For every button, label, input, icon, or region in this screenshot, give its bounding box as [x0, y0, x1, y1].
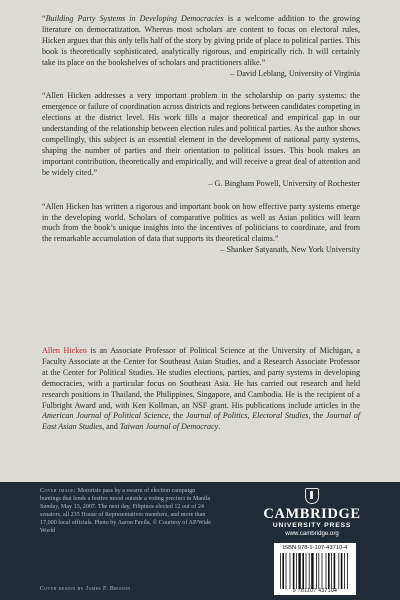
quote-text — [42, 14, 360, 69]
journal-name: Taiwan Journal of Democracy — [119, 422, 219, 432]
publisher-name: CAMBRIDGE — [263, 506, 361, 522]
quote-text-segment: “ — [42, 14, 46, 23]
cover-design-label: Cover design by — [40, 586, 84, 592]
bio-text: , — [247, 411, 253, 421]
endorsement-quote — [42, 91, 360, 189]
quote-attribution: – Shanker Satyanath, New York University — [220, 245, 360, 255]
author-name: Allen Hicken — [42, 346, 87, 355]
journal-name: American Journal of Political Science — [42, 411, 169, 421]
bio-text: , the — [168, 411, 186, 421]
publisher-logo — [262, 488, 362, 538]
bio-text: , and — [102, 422, 120, 432]
bottom-band — [0, 482, 400, 600]
publisher-url: www.cambridge.org — [285, 530, 339, 537]
endorsement-quote — [42, 202, 360, 257]
cover-design-credit — [40, 586, 131, 592]
bio-text: . — [218, 422, 221, 432]
book-title-italic: Building Party Systems in Developing Democracies — [45, 14, 224, 23]
cambridge-shield-icon — [305, 488, 319, 504]
quote-attribution: – G. Bingham Powell, University of Rochester — [208, 178, 360, 188]
cover-image-label: Cover image: — [40, 488, 77, 494]
isbn-barcode-panel — [274, 543, 356, 595]
endorsement-quote — [42, 14, 360, 79]
bio-text: , the — [308, 411, 326, 421]
publisher-press: UNIVERSITY PRESS — [272, 522, 352, 529]
quote-text: “Allen Hicken addresses a very important problem in the scholarship on party systems: the emergence or failure of coordination across districts and regions between candidates competing in elections at the district level. His work fills a major theoretical and empirical gap in our understanding of the relationship between election rules and political parties. As the author shows compellingly, this subject is an essential element in the development of national party systems, shaping the number of parties and their orientation to political issues. This book makes an important contribution, theoretically and empirically, and will receive a great deal of attention and be widely cited.” — [42, 91, 360, 177]
cover-image-caption: Motorists pass by a swarm of election campaign buntings that lends a festive mood outside a voting precinct in Manila Sunday, May 13, 2007. The next day, Filipinos elected 12 out of 24 senators, all 235 House of Representatives members, and more than 17,000 local officials. Photo by Aaron Favila, © Courtesy of AP/Wide World — [40, 488, 211, 534]
quote-attribution: – David Leblang, University of Virginia — [230, 68, 360, 78]
isbn-label: ISBN 978-1-107-43710-4 — [282, 545, 348, 551]
bio-text: is an Associate Professor of Political Science at the University of Michigan, a Faculty Associate at the Center for Southeast Asian Studies, and a Research Associate Professor at the Center for Political Studies. He studies elections, parties, and party systems in developing democracies, with a particular focus on Southeast Asia. He has carried out research and held research positions in Thailand, the Philippines, Singapore, and Cambodia. He is the recipient of a Fulbright Award and, with Ken Kollman, an NSF grant. His publications include articles in the — [42, 346, 360, 410]
barcode-icon — [278, 553, 352, 589]
cover-designer-name: James F. Brisson — [83, 586, 131, 592]
journal-name: Electoral Studies — [252, 411, 309, 421]
author-bio — [42, 346, 360, 433]
quote-text: “Allen Hicken has written a rigorous and important book on how effective party systems emerge in the developing world. Scholars of comparative politics as well as Asian politics will learn much from the book’s unique insights into the incentives of politicians to coordinate, and from the remarkable accumulation of data that supports its theoretical claims.” — [42, 201, 360, 244]
journal-name: Journal of Politics — [185, 411, 248, 421]
quote-text-segment: is a welcome addition to the growing literature on democratization. Whereas most scholars are content to focus on electoral rules, Hicken argues that this only tells half of the story by giving pride of place to political parties. This book is theoretically sophisticated, analytically rigorous, and empirically rich. It will certainly take its place on the bookshelves of scholars and practitioners alike.” — [42, 14, 360, 67]
cover-image-credit — [40, 488, 212, 535]
barcode-digits: 9 781107 437104 — [292, 588, 338, 594]
journal-name: Journal of East Asian Studies — [42, 411, 361, 432]
endorsement-quotes — [42, 14, 360, 268]
